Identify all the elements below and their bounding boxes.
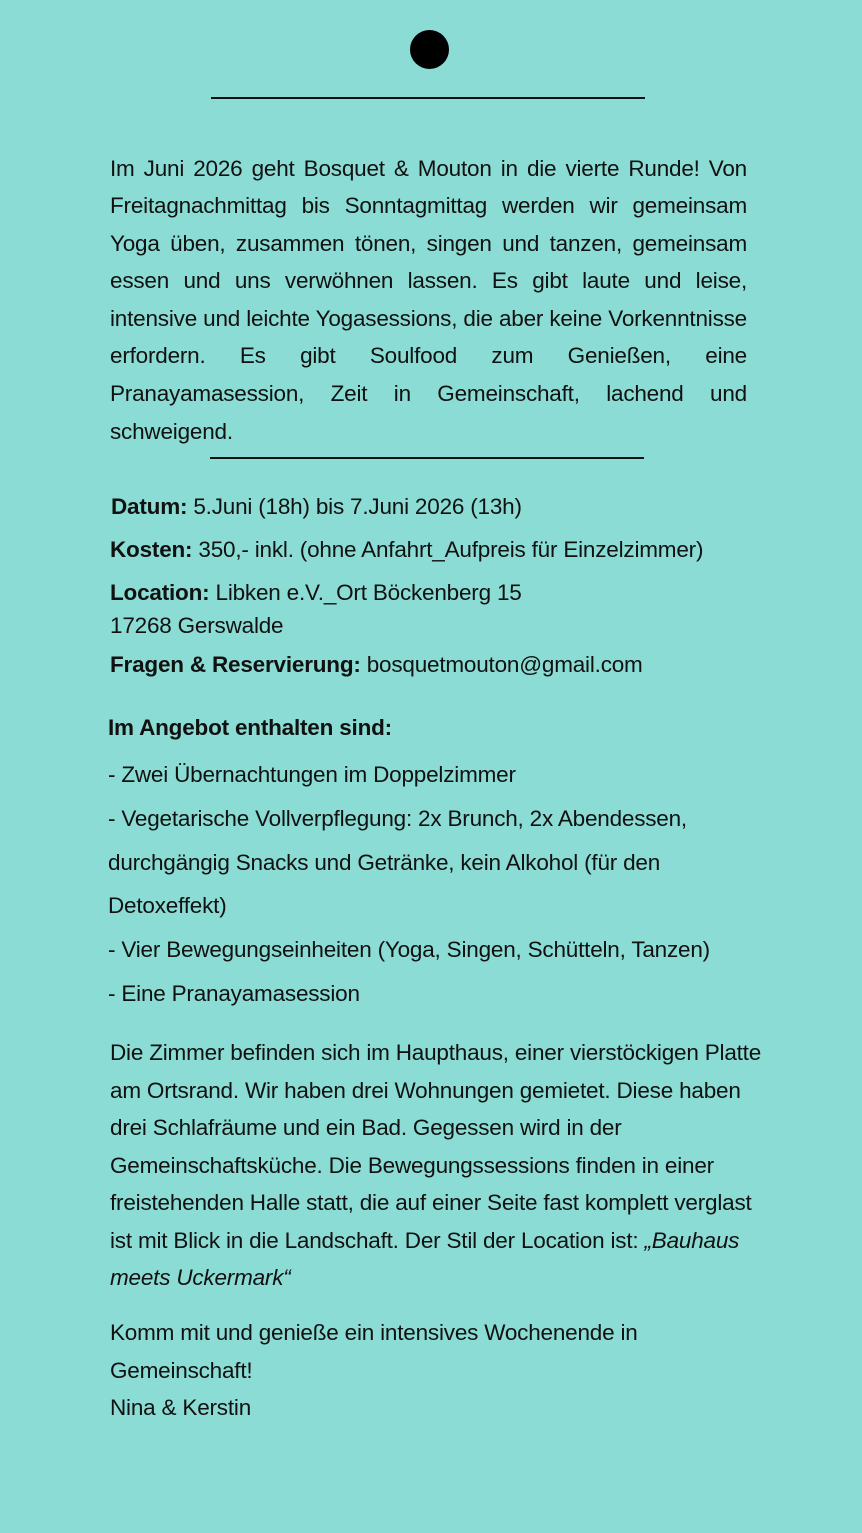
detail-location-value: Libken e.V._Ort Böckenberg 15 [209,580,522,605]
detail-contact-label: Fragen & Reservierung: [110,652,361,677]
closing-invitation: Komm mit und genieße ein intensives Wochenende in Gemeinschaft! [110,1320,638,1383]
circle-icon [410,30,449,69]
detail-location-city: 17268 Gerswalde [110,613,284,638]
detail-date [111,490,522,523]
detail-date-value: 5.Juni (18h) bis 7.Juni 2026 (13h) [187,494,522,519]
offer-item: - Vier Bewegungseinheiten (Yoga, Singen, Schütteln, Tanzen) [108,937,710,963]
offer-section [108,710,788,1016]
divider-middle [210,457,644,459]
signature: Nina & Kerstin [110,1395,252,1420]
intro-paragraph: Im Juni 2026 geht Bosquet & Mouton in die vierte Runde! Von Freitagnachmittag bis Sonntagmittag werden wir gemeinsam Yoga üben, zusammen tönen, singen und tanzen, gemeinsam essen und uns verwöhnen lassen. Es gibt laute und leise, intensive und leichte Yogasessions, die aber keine Vorkenntnisse erfordern. Es gibt Soulfood zum Genießen, eine Pranayamasession, Zeit in Gemeinschaft, lachend und schweigend. [110,155,747,444]
description-paragraph [110,1034,770,1297]
offer-item: - Vegetarische Vollverpflegung: 2x Brunch, 2x Abendessen, durchgängig Snacks und Getränke, kein Alkohol (für den Detoxeffekt) [108,805,687,919]
offer-item: - Zwei Übernachtungen im Doppelzimmer [108,762,516,787]
offer-list [108,753,788,1016]
closing-section [110,1314,770,1427]
detail-contact [110,648,643,681]
detail-cost [110,533,703,566]
offer-heading: Im Angebot enthalten sind: [108,715,392,740]
divider-top [211,97,645,99]
detail-cost-label: Kosten: [110,537,193,562]
detail-date-label: Datum: [111,494,188,519]
contact-email-link[interactable]: bosquetmouton@gmail.com [360,652,643,677]
description-text: Die Zimmer befinden sich im Haupthaus, einer vierstöckigen Platte am Ortsrand. Wir haben drei Wohnungen gemietet. Diese haben drei Schlafräume und ein Bad. Gegessen wird in der Gemeinschaftsküche. Die Bewegungssessions finden in einer freistehenden Halle statt, die auf einer Seite fast komplett verglast ist mit Blick in die Landschaft. Der Stil der Location ist: [110,1040,762,1253]
style-quote: „Bauhaus meets Uckermark“ [110,1227,740,1290]
detail-location-label: Location: [110,580,210,605]
detail-location [110,576,522,609]
offer-item: - Eine Pranayamasession [108,980,360,1006]
detail-cost-value: 350,- inkl. (ohne Anfahrt_Aufpreis für Einzelzimmer) [192,537,704,562]
